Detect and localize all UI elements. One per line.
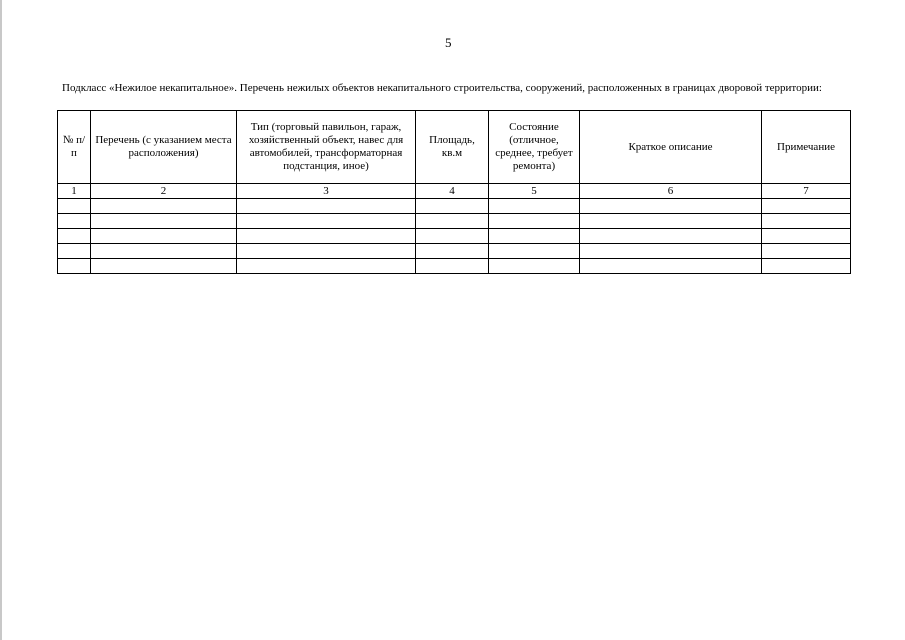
table-row [58, 214, 851, 229]
table-body [58, 199, 851, 274]
header-row [58, 111, 851, 184]
header-note: Примечание [762, 111, 851, 184]
table-cell [91, 214, 237, 229]
header-list: Перечень (с указанием места расположения) [91, 111, 237, 184]
table-cell [580, 229, 762, 244]
page-edge [0, 0, 2, 640]
table-cell [58, 259, 91, 274]
table-cell [762, 259, 851, 274]
table-cell [489, 259, 580, 274]
header-description: Краткое описание [580, 111, 762, 184]
table-cell [237, 199, 416, 214]
column-number: 6 [580, 184, 762, 199]
column-number: 5 [489, 184, 580, 199]
table-cell [489, 199, 580, 214]
table-cell [489, 244, 580, 259]
table-row [58, 199, 851, 214]
column-number: 3 [237, 184, 416, 199]
header-type: Тип (торговый павильон, гараж, хозяйственный объект, навес для автомобилей, трансформаторная подстанция, иное) [237, 111, 416, 184]
table-cell [580, 214, 762, 229]
table-cell [416, 259, 489, 274]
objects-table [57, 110, 851, 274]
column-number: 7 [762, 184, 851, 199]
table-cell [416, 229, 489, 244]
table-cell [580, 244, 762, 259]
table-cell [416, 244, 489, 259]
page-number: 5 [445, 35, 452, 50]
table-cell [58, 199, 91, 214]
table-cell [416, 214, 489, 229]
column-number: 4 [416, 184, 489, 199]
column-number-row [58, 184, 851, 199]
table-cell [416, 199, 489, 214]
table-row [58, 259, 851, 274]
table-cell [58, 229, 91, 244]
table-cell [237, 244, 416, 259]
table-cell [489, 229, 580, 244]
table-cell [91, 244, 237, 259]
table-cell [237, 214, 416, 229]
table-cell [237, 229, 416, 244]
header-condition: Состояние (отличное, среднее, требует ремонта) [489, 111, 580, 184]
table-caption: Подкласс «Нежилое некапитальное». Перечень нежилых объектов некапитального строительства, сооружений, расположенных в границах дворовой территории: [62, 82, 822, 94]
table-cell [762, 229, 851, 244]
table-row [58, 244, 851, 259]
column-number: 2 [91, 184, 237, 199]
table-cell [237, 259, 416, 274]
table-cell [580, 259, 762, 274]
table-cell [762, 199, 851, 214]
table-cell [91, 229, 237, 244]
table-cell [762, 214, 851, 229]
table-cell [762, 244, 851, 259]
table-cell [91, 199, 237, 214]
table-row [58, 229, 851, 244]
header-area: Площадь, кв.м [416, 111, 489, 184]
header-number: № п/п [58, 111, 91, 184]
table-cell [580, 199, 762, 214]
column-number: 1 [58, 184, 91, 199]
table-cell [58, 244, 91, 259]
table-cell [58, 214, 91, 229]
table-cell [489, 214, 580, 229]
table-cell [91, 259, 237, 274]
